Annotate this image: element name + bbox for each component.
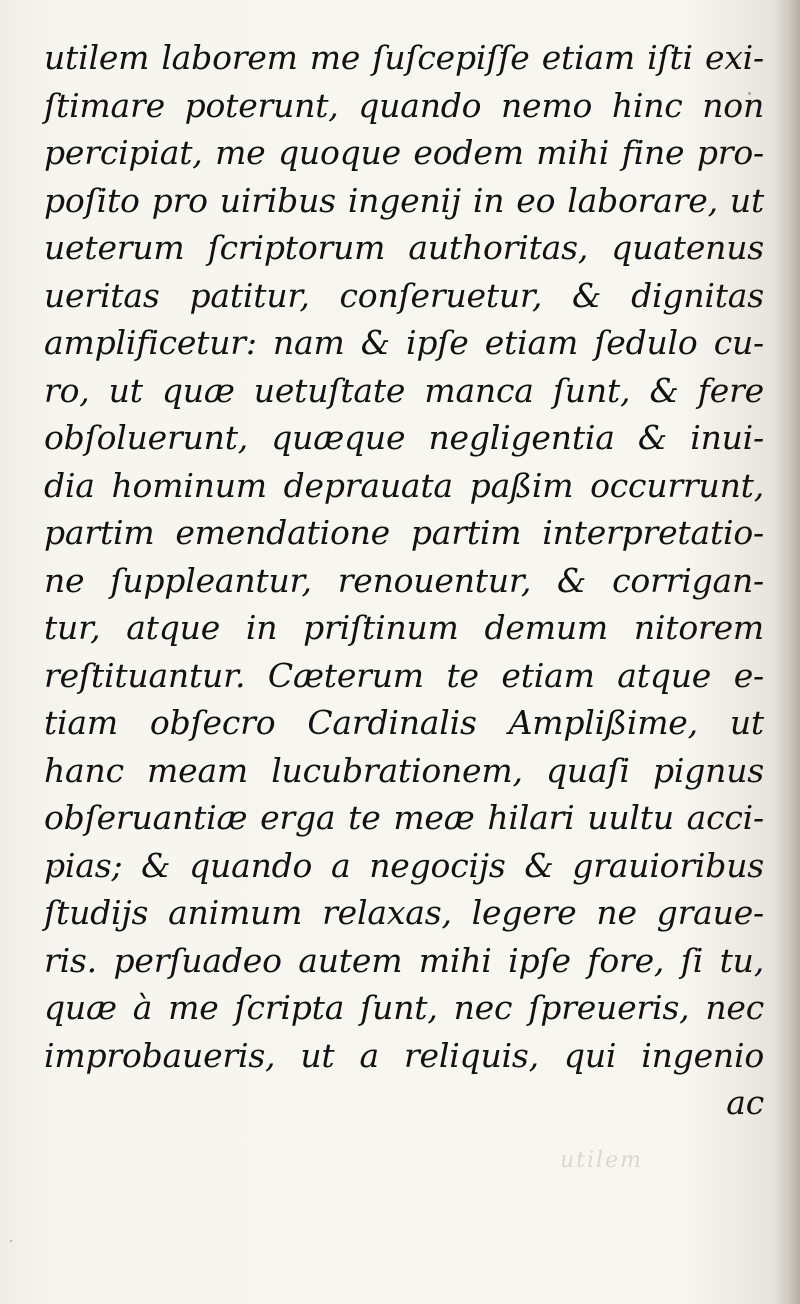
bleed-through-text: utilem <box>560 1148 643 1173</box>
text-line: partim emendatione partim interpretatio- <box>44 513 764 552</box>
text-line: poſito pro uiribus ingenij in eo laborare, ut <box>44 180 764 220</box>
text-line: obſoluerunt, quæque negligentia & inui- <box>44 418 764 457</box>
ink-speck <box>748 92 751 95</box>
text-line: hanc meam lucubrationem, quaſi pignus <box>44 750 764 790</box>
text-line: ro, ut quæ uetuſtate manca ſunt, & fere <box>44 370 764 410</box>
text-line: improbaueris, ut a reliquis, qui ingenio <box>44 1035 764 1075</box>
body-text <box>44 34 764 1127</box>
text-line: tur, atque in priſtinum demum nitorem <box>44 608 764 647</box>
text-line: tiam obſecro Cardinalis Amplißime, ut <box>44 703 764 742</box>
text-line: percipiat, me quoque eodem mihi fine pro- <box>44 133 764 172</box>
text-line: pias; & quando a negocijs & grauioribus <box>44 845 764 885</box>
ink-speck <box>10 1240 12 1242</box>
text-line: ueritas patitur, conſeruetur, & dignitas <box>44 275 764 315</box>
text-line: quæ à me ſcripta ſunt, nec ſpreueris, nec <box>44 988 764 1027</box>
text-line: ſtimare poterunt, quando nemo hinc non <box>44 85 764 125</box>
text-line: reſtituantur. Cæterum te etiam atque e- <box>44 655 764 695</box>
text-line: ne ſuppleantur, renouentur, & corrigan- <box>44 560 764 600</box>
text-line: ueterum ſcriptorum authoritas, quatenus <box>44 228 764 267</box>
text-line: obſeruantiæ erga te meæ hilari uultu acci- <box>44 798 764 837</box>
catchword: ac <box>726 1083 764 1122</box>
text-line: ſtudijs animum relaxas, legere ne graue- <box>44 893 764 932</box>
text-line: amplificetur: nam & ipſe etiam ſedulo cu- <box>44 323 764 362</box>
text-line: dia hominum deprauata paßim occurrunt, <box>44 465 764 505</box>
text-line: ris. perſuadeo autem mihi ipſe fore, ſi tu, <box>44 940 764 980</box>
gutter-shadow <box>774 0 800 1304</box>
ink-speck <box>54 868 57 871</box>
text-line: utilem laborem me ſuſcepiſſe etiam iſti exi- <box>44 38 764 77</box>
